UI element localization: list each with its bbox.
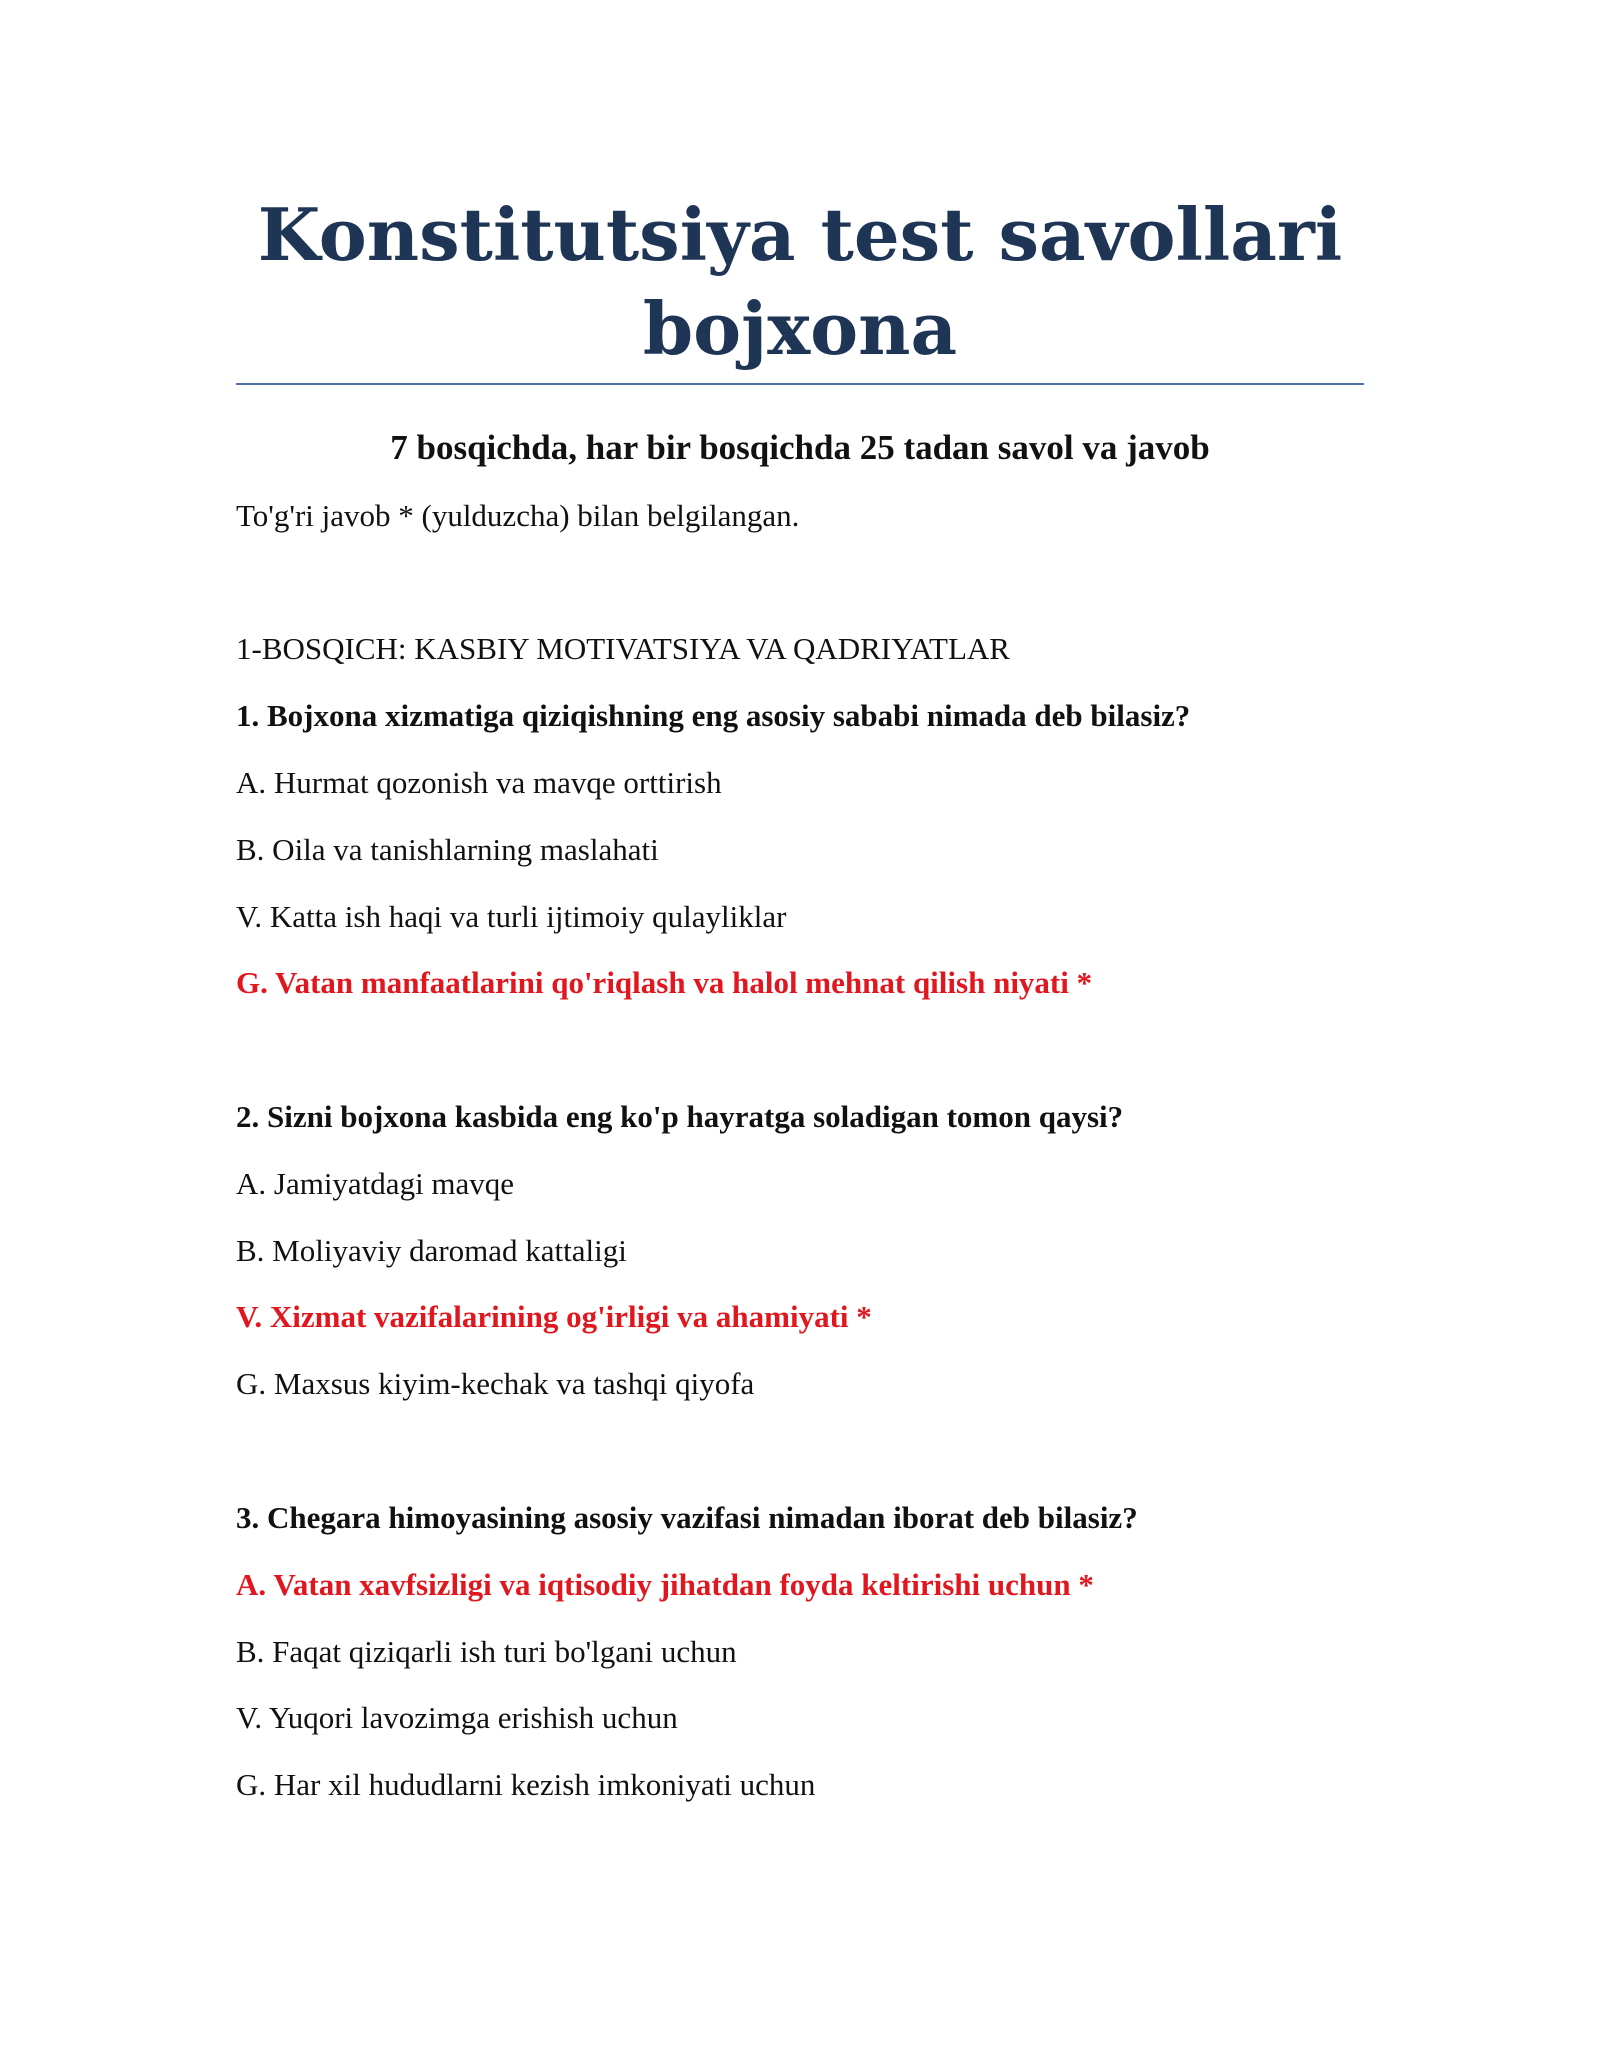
question-1-option-b: B. Oila va tanishlarning maslahati (236, 832, 659, 867)
document-subtitle: 7 bosqichda, har bir bosqichda 25 tadan savol va javob (390, 428, 1210, 467)
question-1-option-g-correct: G. Vatan manfaatlarini qo'riqlash va halol mehnat qilish niyati * (236, 965, 1093, 1000)
question-3-option-v: V. Yuqori lavozimga erishish uchun (236, 1700, 678, 1735)
question-2: 2. Sizni bojxona kasbida eng ko'p hayratga soladigan tomon qaysi? (236, 1099, 1124, 1134)
question-3-option-a-correct: A. Vatan xavfsizligi va iqtisodiy jihatdan foyda keltirishi uchun * (236, 1567, 1094, 1602)
question-1-option-a: A. Hurmat qozonish va mavqe orttirish (236, 765, 722, 800)
question-2-option-a: A. Jamiyatdagi mavqe (236, 1166, 515, 1201)
question-1: 1. Bojxona xizmatiga qiziqishning eng asosiy sababi nimada deb bilasiz? (236, 698, 1191, 733)
question-3: 3. Chegara himoyasining asosiy vazifasi nimadan iborat deb bilasiz? (236, 1500, 1138, 1535)
answer-key-note: To'g'ri javob * (yulduzcha) bilan belgilangan. (236, 498, 800, 533)
title-divider (236, 383, 1364, 385)
section-heading: 1-BOSQICH: KASBIY MOTIVATSIYA VA QADRIYATLAR (236, 631, 1010, 666)
question-1-option-v: V. Katta ish haqi va turli ijtimoiy qulayliklar (236, 899, 787, 934)
question-2-option-g: G. Maxsus kiyim-kechak va tashqi qiyofa (236, 1366, 755, 1401)
question-2-option-b: B. Moliyaviy daromad kattaligi (236, 1233, 627, 1268)
question-2-option-v-correct: V. Xizmat vazifalarining og'irligi va ahamiyati * (236, 1299, 872, 1334)
question-3-option-g: G. Har xil hududlarni kezish imkoniyati uchun (236, 1767, 816, 1802)
question-3-option-b: B. Faqat qiziqarli ish turi bo'lgani uchun (236, 1634, 737, 1669)
document-title: Konstitutsiya test savollari bojxona (257, 192, 1343, 371)
